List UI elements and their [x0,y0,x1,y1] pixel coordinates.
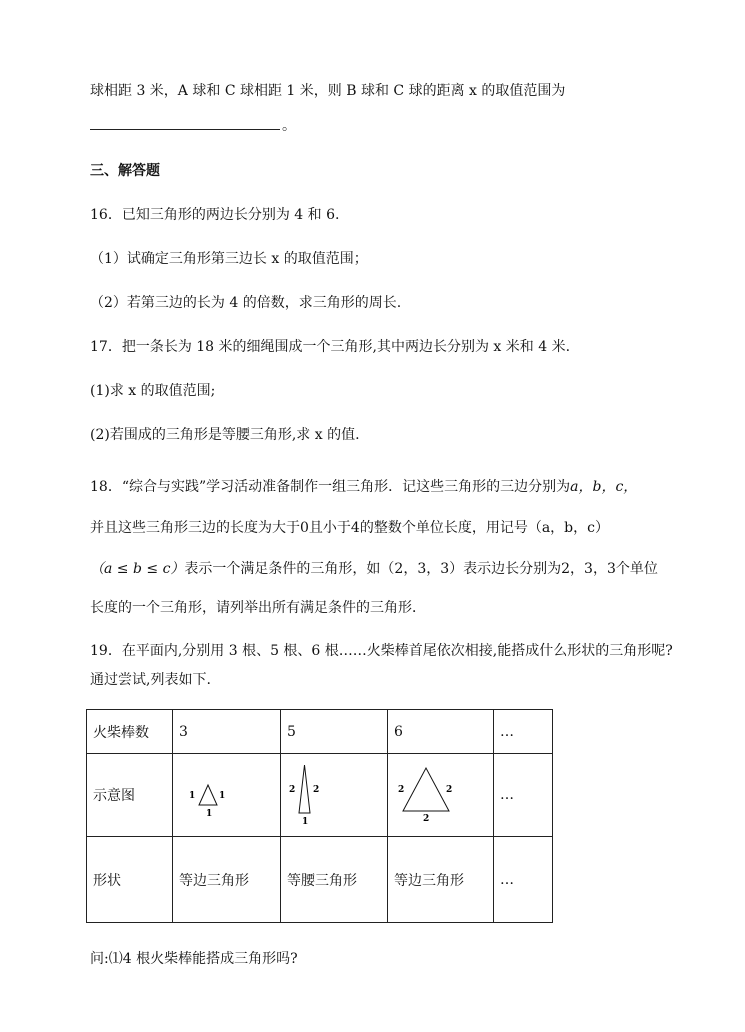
q19-question: 问:⑴4 根火柴棒能搭成三角形吗? [90,951,298,967]
q18-text3: 表示一个满足条件的三角形，如（2，3，3）表示边长分别为2，3，3个单位 [184,561,658,577]
q18-text1: 18．“综合与实践”学习活动准备制作一组三角形．记这些三角形的三边分别为 [90,479,571,495]
diagram-cell [173,754,281,837]
table-row [87,837,553,923]
q18-vars: a，b，c， [570,479,638,495]
count-cell: … [494,710,553,754]
count-cell: 3 [173,710,281,754]
side-label: 2 [446,785,453,795]
count-cell: 5 [281,710,388,754]
q17-part1: (1)求 x 的取值范围; [90,383,216,399]
table-row [87,710,553,754]
side-label: 1 [219,791,226,801]
matchstick-table [86,709,553,923]
q17-part2: (2)若围成的三角形是等腰三角形,求 x 的值. [90,427,360,443]
side-label: 2 [289,785,296,795]
more-cell: … [494,754,553,837]
shape-cell: 等腰三角形 [281,837,388,923]
side-label: 2 [423,814,430,824]
shape-cell: 等边三角形 [388,837,494,923]
diagram-cell [281,754,388,837]
row-header-diagram: 示意图 [87,754,173,837]
q16-stem: 16．已知三角形的两边长分别为 4 和 6. [90,207,340,223]
q15-line [90,80,565,100]
side-label: 1 [189,791,196,801]
section-title: 三、解答题 [90,163,160,179]
side-label: 2 [398,785,405,795]
q16-part1: （1）试确定三角形第三边长 x 的取值范围； [90,251,368,267]
q19-stem2: 通过尝试,列表如下. [90,672,211,688]
table-row [87,754,553,837]
shape-cell: 等边三角形 [173,837,281,923]
q18-line1 [90,476,637,496]
row-header-count: 火柴棒数 [87,710,173,754]
q18-condition: （a ≤ b ≤ c） [90,561,185,577]
q18-line4: 长度的一个三角形，请列举出所有满足条件的三角形． [90,600,426,616]
q17-stem: 17．把一条长为 18 米的细绳围成一个三角形,其中两边长分别为 x 米和 4 米. [90,339,571,355]
row-header-shape: 形状 [87,837,173,923]
q15-answer-line [90,115,296,135]
side-label: 2 [313,785,320,795]
q15-tail: 。 [282,118,296,134]
q15-text: 球相距 3 米，A 球和 C 球相距 1 米，则 B 球和 C 球的距离 x 的取值范围为 [90,83,566,99]
diagram-cell [388,754,494,837]
side-label: 1 [302,817,309,827]
answer-blank[interactable] [90,117,280,130]
count-cell: 6 [388,710,494,754]
side-label: 1 [206,809,213,818]
equilateral-triangle-diagram [394,759,464,827]
q18-line2: 并且这些三角形三边的长度为大于0且小于4的整数个单位长度，用记号（a，b，c） [90,520,609,536]
isosceles-triangle-diagram [287,759,347,827]
q18-line3 [90,558,658,578]
q19-stem: 19．在平面内,分别用 3 根、5 根、6 根……火柴棒首尾依次相接,能搭成什么形状的三角形呢? [90,643,673,659]
q16-part2: （2）若第三边的长为 4 的倍数，求三角形的周长. [90,295,402,311]
equilateral-triangle-diagram [179,768,239,818]
shape-cell: … [494,837,553,923]
